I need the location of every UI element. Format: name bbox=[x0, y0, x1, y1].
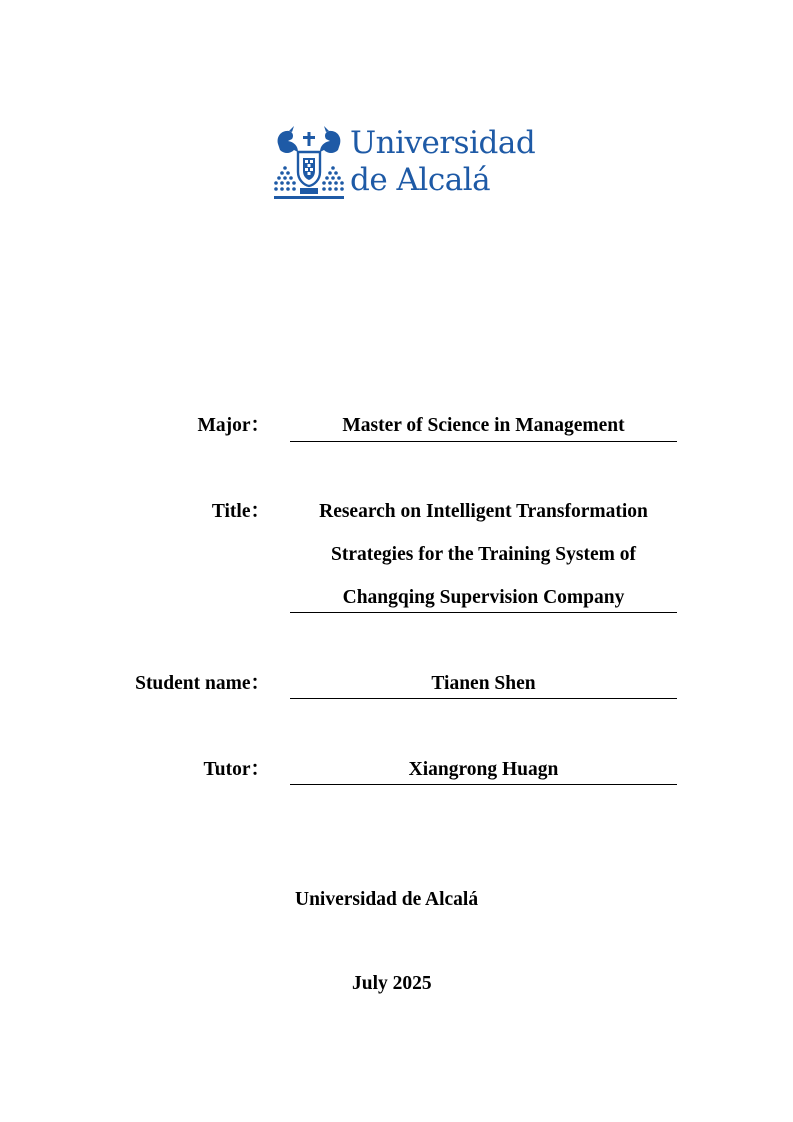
tutor-underline bbox=[290, 784, 677, 785]
university-crest-icon bbox=[272, 122, 346, 204]
major-underline bbox=[290, 441, 677, 442]
tutor-value: Xiangrong Huagn bbox=[408, 759, 559, 780]
logo-text-line1: Universidad bbox=[350, 125, 536, 161]
logo-text-line2: de Alcalá bbox=[350, 162, 491, 198]
title-label: Title： bbox=[211, 501, 270, 522]
footer-university: Universidad de Alcalá bbox=[295, 889, 479, 910]
student-name-value: Tianen Shen bbox=[431, 673, 536, 694]
tutor-label: Tutor： bbox=[203, 759, 270, 780]
title-underline bbox=[290, 612, 677, 613]
major-label: Major： bbox=[197, 415, 270, 436]
title-line-3: Changqing Supervision Company bbox=[342, 587, 625, 608]
university-logo bbox=[272, 122, 536, 204]
student-name-label: Student name： bbox=[135, 673, 270, 694]
footer-date: July 2025 bbox=[352, 973, 432, 994]
title-line-2: Strategies for the Training System of bbox=[331, 544, 636, 565]
student-name-underline bbox=[290, 698, 677, 699]
major-value: Master of Science in Management bbox=[342, 415, 625, 436]
title-line-1: Research on Intelligent Transformation bbox=[319, 501, 648, 522]
